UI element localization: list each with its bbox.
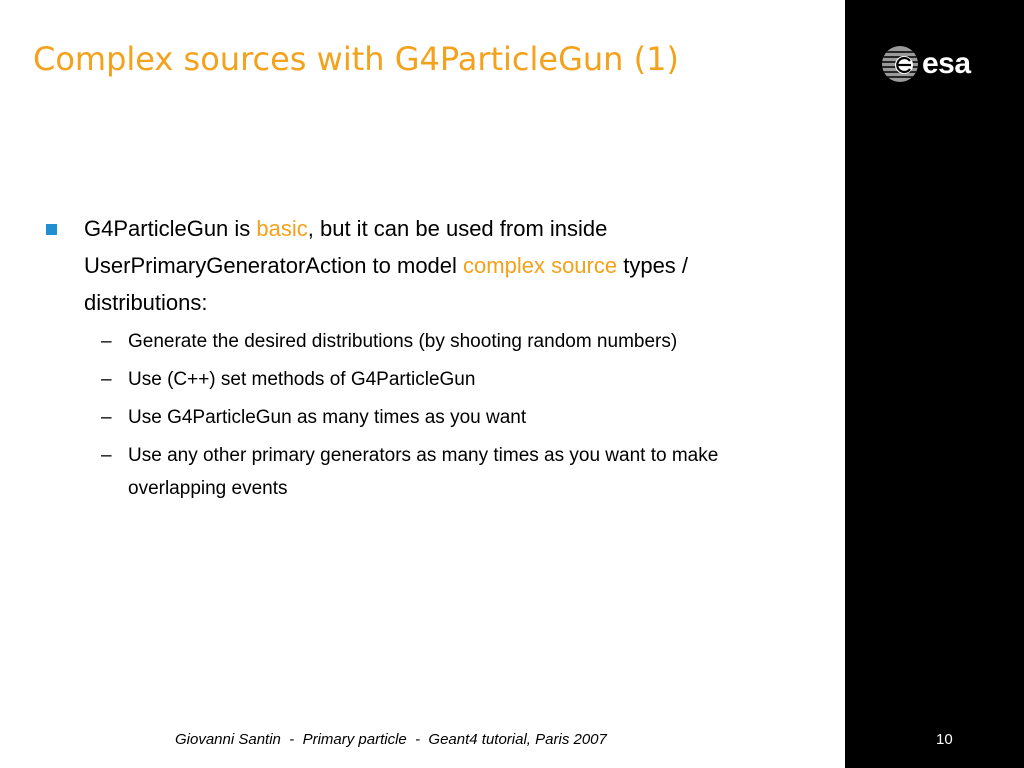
main-bullet-text-3: types / distributions: [84, 253, 689, 315]
sub-bullet-text: Use (C++) set methods of G4ParticleGun [128, 369, 476, 390]
sub-bullet-text: Generate the desired distributions (by shooting random numbers) [128, 331, 678, 352]
slide-body [46, 210, 726, 510]
main-bullet-text-2: , but it can be used from inside UserPrimaryGeneratorAction to model [84, 216, 608, 278]
sub-bullet-item [46, 325, 726, 358]
slide-title: Complex sources with G4ParticleGun (1) [33, 40, 679, 78]
main-bullet-highlight-complex-source: complex source [463, 253, 618, 278]
square-bullet-icon [46, 224, 57, 235]
main-bullet-highlight-basic: basic [256, 216, 308, 241]
dash-bullet-icon: – [101, 407, 112, 428]
sub-bullet-text: Use G4ParticleGun as many times as you want [128, 407, 527, 428]
dash-bullet-icon: – [101, 331, 112, 352]
sidebar-panel [845, 0, 1024, 768]
sub-bullet-list [46, 325, 726, 505]
dash-bullet-icon: – [101, 369, 112, 390]
esa-globe-icon [880, 44, 920, 84]
esa-logo [880, 44, 971, 84]
main-bullet [46, 210, 726, 321]
sub-bullet-item [46, 401, 726, 434]
page-number: 10 [936, 731, 953, 748]
main-bullet-text-1: G4ParticleGun is [84, 216, 257, 241]
slide-footer: Giovanni Santin - Primary particle - Geant4 tutorial, Paris 2007 [175, 731, 607, 748]
sub-bullet-text: Use any other primary generators as many times as you want to make overlapping events [128, 445, 719, 499]
sub-bullet-item [46, 439, 726, 505]
dash-bullet-icon: – [101, 445, 112, 466]
sub-bullet-item [46, 363, 726, 396]
esa-logo-text: esa [922, 47, 971, 80]
